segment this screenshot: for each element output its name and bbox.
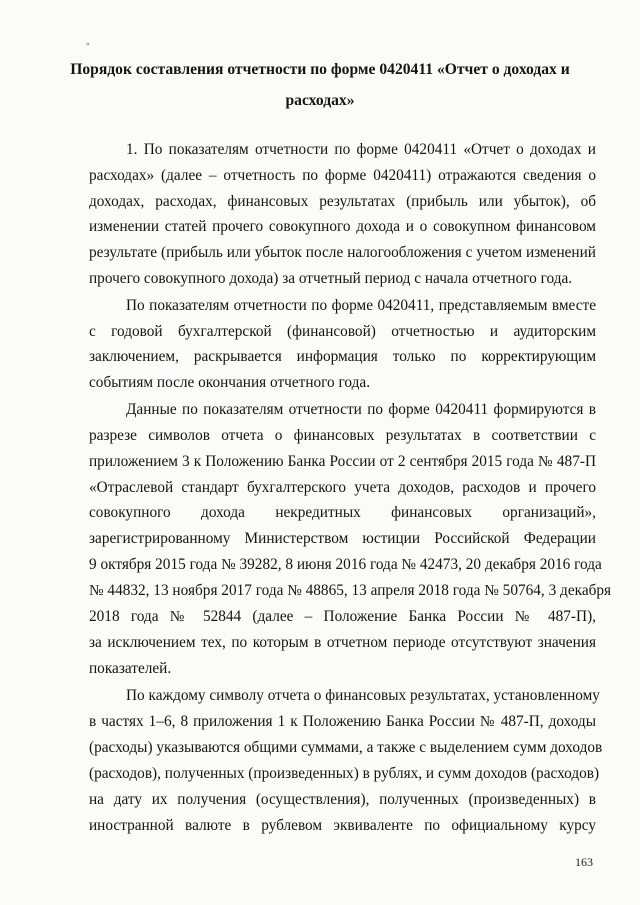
paragraph-4-line-5: на дату их получения (осуществления), полученных (произведенных) в [89,791,596,808]
paragraph-3-line-11: показателей. [89,660,172,677]
paragraph-1-line-3: доходах, расходах, финансовых результатах (прибыль или убыток), об [89,193,596,210]
paragraph-1-line-4: изменении статей прочего совокупного дохода и о совокупном финансовом [89,218,596,235]
paragraph-4-line-4: (расходов), полученных (произведенных) в рублях, и сумм доходов (расходов) [89,765,600,782]
paragraph-4-line-6: иностранной валюте в рублевом эквиваленте по официальному курсу [89,817,596,834]
paragraph-3-line-4: «Отраслевой стандарт бухгалтерского учета доходов, расходов и прочего [89,479,596,496]
paragraph-2-line-1: По показателям отчетности по форме 0420411, представляемым вместе [126,297,596,314]
document-title-line-2: расходах» [285,92,355,109]
paragraph-1-line-1: 1. По показателям отчетности по форме 0420411 «Отчет о доходах и [126,141,596,158]
paragraph-1-line-2: расходах» (далее – отчетность по форме 0420411) отражаются сведения о [89,167,596,184]
document-title-line-1: Порядок составления отчетности по форме 0420411 «Отчет о доходах и [70,61,570,78]
paragraph-1-line-6: прочего совокупного дохода) за отчетный период с начала отчетного года. [89,270,573,287]
paragraph-3-line-3: приложением 3 к Положению Банка России от 2 сентября 2015 года № 487-П [89,453,596,470]
paragraph-3-line-9: 2018 года № 52844 (далее – Положение Банка России № 487-П), [89,608,596,625]
paragraph-3-line-7: 9 октября 2015 года № 39282, 8 июня 2016 года № 42473, 20 декабря 2016 года [89,556,602,573]
paragraph-3-line-6: зарегистрированному Министерством юстиции Российской Федерации [89,530,596,547]
paragraph-4-line-1: По каждому символу отчета о финансовых результатах, установленному [126,687,600,704]
paragraph-3-line-1: Данные по показателям отчетности по форме 0420411 формируются в [126,401,596,418]
paragraph-3-line-10: за исключением тех, по которым в отчетном периоде отсутствуют значения [89,634,596,651]
paragraph-1-line-5: результате (прибыль или убыток после налогообложения с учетом изменений [89,244,596,261]
paragraph-3-line-2: разрезе символов отчета о финансовых результатах в соответствии с [89,427,596,444]
paragraph-2-line-2: с годовой бухгалтерской (финансовой) отчетностью и аудиторским [89,323,596,340]
corner-mark: » [86,40,90,48]
paragraph-3-line-8: № 44832, 13 ноября 2017 года № 48865, 13 апреля 2018 года № 50764, 3 декабря [89,582,612,599]
paragraph-4-line-3: (расходы) указываются общими суммами, а также с выделением сумм доходов [89,739,603,756]
paragraph-2-line-3: заключением, раскрывается информация только по корректирующим [89,348,596,365]
page-number: 163 [575,855,593,869]
paragraph-4-line-2: в частях 1–6, 8 приложения 1 к Положению Банка России № 487-П, доходы [89,713,596,730]
paragraph-2-line-4: событиям после окончания отчетного года. [89,374,371,391]
paragraph-3-line-5: совокупного дохода некредитных финансовых организаций», [89,504,596,521]
